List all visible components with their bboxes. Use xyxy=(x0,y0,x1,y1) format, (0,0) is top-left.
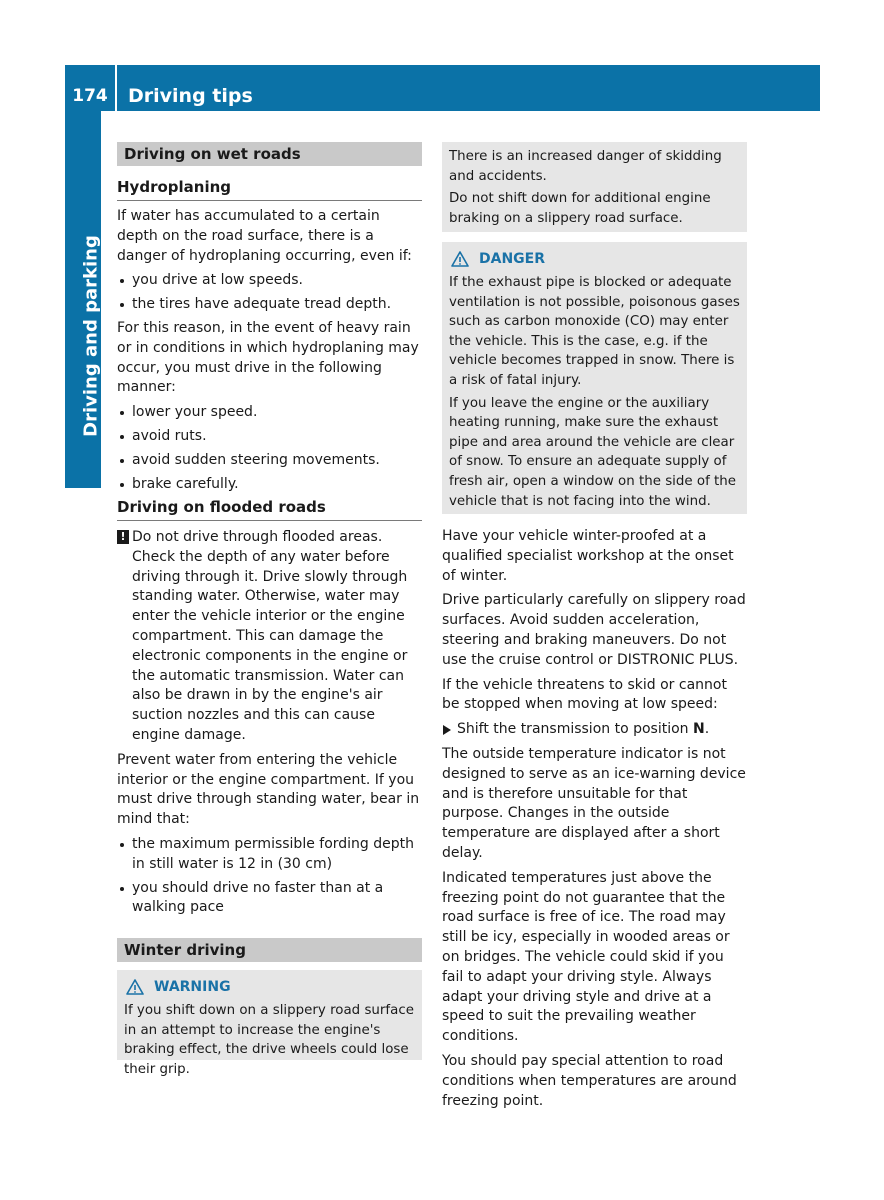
section-heading-winter: Winter driving xyxy=(117,938,422,962)
chapter-tab-label: Driving and parking xyxy=(80,235,102,437)
carefully-text: Drive particularly carefully on slippery road surfaces. Avoid sudden acceleration, steering and braking maneuvers. Do not use the cruise control or DISTRONIC PLUS. xyxy=(442,592,746,668)
warning-triangle-icon xyxy=(451,251,469,267)
flooded-notice xyxy=(117,528,422,746)
warning-text: If you shift down on a slippery road surface in an attempt to increase the engine's braking effect, the drive wheels could lose their grip. xyxy=(124,1003,414,1077)
danger-text: If the exhaust pipe is blocked or adequate ventilation is not possible, poisonous gases such as carbon monoxide (CO) may enter the vehicle. This is the case, e.g. if the vehicle becomes trapped in snow. There is a risk of fatal injury. xyxy=(449,275,740,388)
temp-indicator-text: The outside temperature indicator is not designed to serve as an ice-warning device and is therefore unsuitable for that purpose. Changes in the outside temperature are displayed after a short delay. xyxy=(442,745,746,861)
danger-title xyxy=(449,247,740,271)
danger-text: If you leave the engine or the auxiliary heating running, make sure the exhaust pipe and area around the vehicle are clear of snow. To ensure an adequate supply of fresh air, open a window on the side of the vehicle that is not facing into the wind. xyxy=(449,395,737,509)
page-header xyxy=(65,65,820,111)
subheading-hydroplaning: Hydroplaning xyxy=(117,175,422,201)
skid-info-text: There is an increased danger of skidding and accidents. xyxy=(449,149,722,184)
list-item: avoid sudden steering movements. xyxy=(117,451,422,471)
list-item: you drive at low speeds. xyxy=(117,271,422,291)
list-item: the maximum permissible fording depth in still water is 12 in (30 cm) xyxy=(117,835,422,875)
action-position: N xyxy=(693,721,705,738)
action-item xyxy=(442,720,747,740)
warning-title xyxy=(124,975,415,999)
flooded-body xyxy=(117,528,422,922)
danger-box xyxy=(442,242,747,514)
flooded-prevent: Prevent water from entering the vehicle interior or the engine compartment. If you must drive through standing water, bear in mind that: xyxy=(117,751,420,828)
page-number: 174 xyxy=(72,86,108,106)
triangle-right-icon xyxy=(443,725,451,735)
hydroplaning-intro: If water has accumulated to a certain depth on the road surface, there is a danger of hydroplaning occurring, even if: xyxy=(117,208,412,264)
action-end: . xyxy=(704,721,710,738)
hydroplaning-body xyxy=(117,207,422,498)
page-title: Driving tips xyxy=(128,85,253,107)
action-text: Shift the transmission to position xyxy=(457,721,693,738)
list-item: lower your speed. xyxy=(117,403,422,423)
winter-proof-text: Have your vehicle winter-proofed at a qualified specialist workshop at the onset of winter. xyxy=(442,528,734,584)
list-item: brake carefully. xyxy=(117,475,422,495)
skid-info-box xyxy=(442,142,747,232)
section-heading-wet-roads: Driving on wet roads xyxy=(117,142,422,166)
flooded-notice-text: Do not drive through flooded areas. Check the depth of any water before driving through it. Drive slowly through standing water. Otherwise, water may enter the vehicle interior or the engine compartment. This can damage the electronic components in the engine or the automatic transmission. Water can also be drawn in by the engine's air suction nozzles and this can cause engine damage. xyxy=(132,529,408,743)
warning-title-text: WARNING xyxy=(154,979,231,995)
skid-info-text: Do not shift down for additional engine braking on a slippery road surface. xyxy=(449,191,711,226)
right-body xyxy=(442,527,747,1116)
warning-box xyxy=(117,970,422,1077)
list-item: you should drive no faster than at a walking pace xyxy=(117,879,422,919)
exclamation-icon: ! xyxy=(117,530,129,544)
list-item: avoid ruts. xyxy=(117,427,422,447)
danger-title-text: DANGER xyxy=(479,251,546,267)
list-item: the tires have adequate tread depth. xyxy=(117,295,422,315)
header-divider xyxy=(115,65,117,111)
warning-triangle-icon xyxy=(126,979,144,995)
temp-freezing-text: Indicated temperatures just above the freezing point do not guarantee that the road surface is free of ice. The road may still be icy, especially in wooded areas or on bridges. The vehicle could skid if you fail to adapt your driving style. Always adapt your driving style and drive at a speed to suit the prevailing weather conditions. xyxy=(442,869,730,1045)
hydroplaning-reason: For this reason, in the event of heavy rain or in conditions in which hydroplaning may occur, you must drive in the following manner: xyxy=(117,319,419,396)
attention-text: You should pay special attention to road conditions when temperatures are around freezing point. xyxy=(442,1052,737,1109)
subheading-flooded-roads: Driving on flooded roads xyxy=(117,495,422,521)
skid-text: If the vehicle threatens to skid or cannot be stopped when moving at low speed: xyxy=(442,676,727,713)
